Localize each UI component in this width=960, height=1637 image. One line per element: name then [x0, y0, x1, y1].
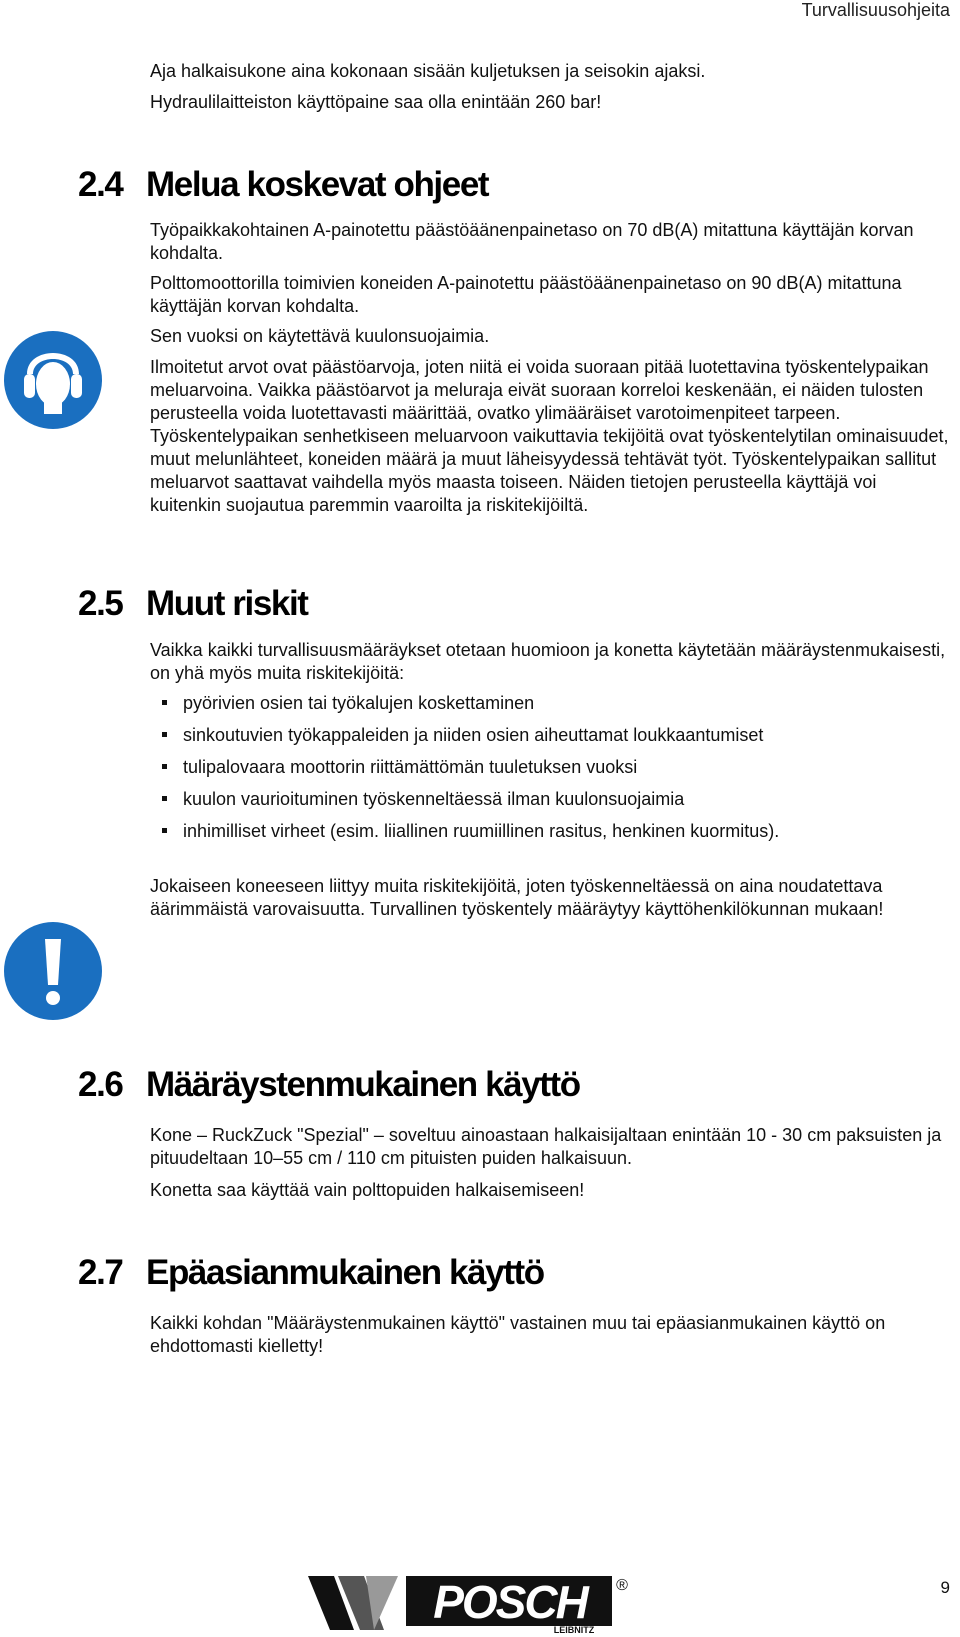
section-number: 2.5 — [78, 584, 123, 623]
section-number: 2.6 — [78, 1065, 123, 1104]
section-title-2-6 — [78, 1063, 580, 1107]
running-header: Turvallisuusohjeita — [801, 0, 950, 20]
page-number: 9 — [940, 1578, 950, 1597]
bullet-square-icon — [162, 796, 167, 801]
paragraph: Työpaikkakohtainen A-painotettu päästöäänenpainetaso on 70 dB(A) mitattuna käyttäjän korvan kohdalta. — [150, 220, 914, 263]
paragraph: Vaikka kaikki turvallisuusmääräykset otetaan huomioon ja konetta käytetään määräystenmukaisesti, on yhä myös muita riskitekijöitä: — [150, 640, 946, 683]
risk-list — [150, 692, 940, 852]
bullet-square-icon — [162, 700, 167, 705]
list-item: kuulon vaurioituminen työskenneltäessä ilman kuulonsuojaimia — [150, 788, 940, 820]
section-title-2-5 — [78, 582, 308, 626]
ear-protection-mandatory-icon — [3, 330, 103, 430]
paragraph: Kaikki kohdan "Määräystenmukainen käyttö" vastainen muu tai epäasianmukainen käyttö on ehdottomasti kielletty! — [150, 1313, 886, 1356]
section-heading: Epäasianmukainen käyttö — [146, 1253, 544, 1292]
section-title-2-4 — [78, 163, 488, 207]
paragraph: Konetta saa käyttää vain polttopuiden halkaisemiseen! — [150, 1180, 585, 1200]
list-item: tulipalovaara moottorin riittämättömän tuuletuksen vuoksi — [150, 756, 940, 788]
posch-logo — [308, 1572, 628, 1634]
section-number: 2.7 — [78, 1253, 123, 1292]
paragraph: Jokaiseen koneeseen liittyy muita riskitekijöitä, joten työskenneltäessä on aina noudatettava äärimmäistä varovaisuutta. Turvallinen työskentely määräytyy käyttöhenkilökunnan mukaan! — [150, 876, 884, 919]
paragraph: Ilmoitetut arvot ovat päästöarvoja, joten niitä ei voida suoraan pitää luotettavina työskentelypaikan meluarvoina. Vaikka päästöarvot ja meluraja eivät suoraan korreloi keskenään, ei näiden tulosten perusteella voida luotettavasti määrittää, ovatko ylimääräiset varotoimenpiteet tarpeen. Työskentelypaikan senhetkiseen meluarvoon vaikuttavia tekijöitä ovat työskentelytilan ominaisuudet, muut melunlähteet, koneiden määrä ja muut läheisyydessä tehtävät työt. Työskentelypaikan sallitut meluarvot saattavat vaihdella myös maasta toiseen. Näiden tietojen perusteella käyttäjä voi kuitenkin suojautua paremmin vaaroilta ja riskitekijöiltä. — [150, 357, 949, 515]
section-title-2-7 — [78, 1251, 544, 1295]
section-heading: Määräystenmukainen käyttö — [146, 1065, 580, 1104]
list-item: sinkoutuvien työkappaleiden ja niiden osien aiheuttamat loukkaantumiset — [150, 724, 940, 756]
section-heading: Melua koskevat ohjeet — [146, 165, 489, 204]
bullet-square-icon — [162, 764, 167, 769]
section-heading: Muut riskit — [146, 584, 308, 623]
paragraph: Polttomoottorilla toimivien koneiden A-painotettu päästöäänenpainetaso on 90 dB(A) mitattuna käyttäjän korvan kohdalta. — [150, 273, 902, 316]
paragraph: Sen vuoksi on käytettävä kuulonsuojaimia. — [150, 326, 490, 346]
logo-subtext: LEIBNITZ — [553, 1625, 595, 1634]
list-item: pyörivien osien tai työkalujen koskettaminen — [150, 692, 940, 724]
exclamation-mandatory-icon — [3, 921, 103, 1021]
intro-line-1: Aja halkaisukone aina kokonaan sisään kuljetuksen ja seisokin ajaksi. — [150, 61, 706, 81]
list-item: inhimilliset virheet (esim. liiallinen ruumiillinen rasitus, henkinen kuormitus). — [150, 820, 940, 852]
bullet-square-icon — [162, 828, 167, 833]
intro-line-2: Hydraulilaitteiston käyttöpaine saa olla enintään 260 bar! — [150, 92, 602, 112]
paragraph: Kone – RuckZuck "Spezial" – soveltuu ainoastaan halkaisijaltaan enintään 10 - 30 cm paksuisten ja pituudeltaan 10–55 cm / 110 cm pituisten puiden halkaisuun. — [150, 1125, 942, 1168]
section-number: 2.4 — [78, 165, 123, 204]
registered-mark: ® — [616, 1577, 628, 1594]
bullet-square-icon — [162, 732, 167, 737]
logo-text: POSCH — [433, 1576, 587, 1628]
